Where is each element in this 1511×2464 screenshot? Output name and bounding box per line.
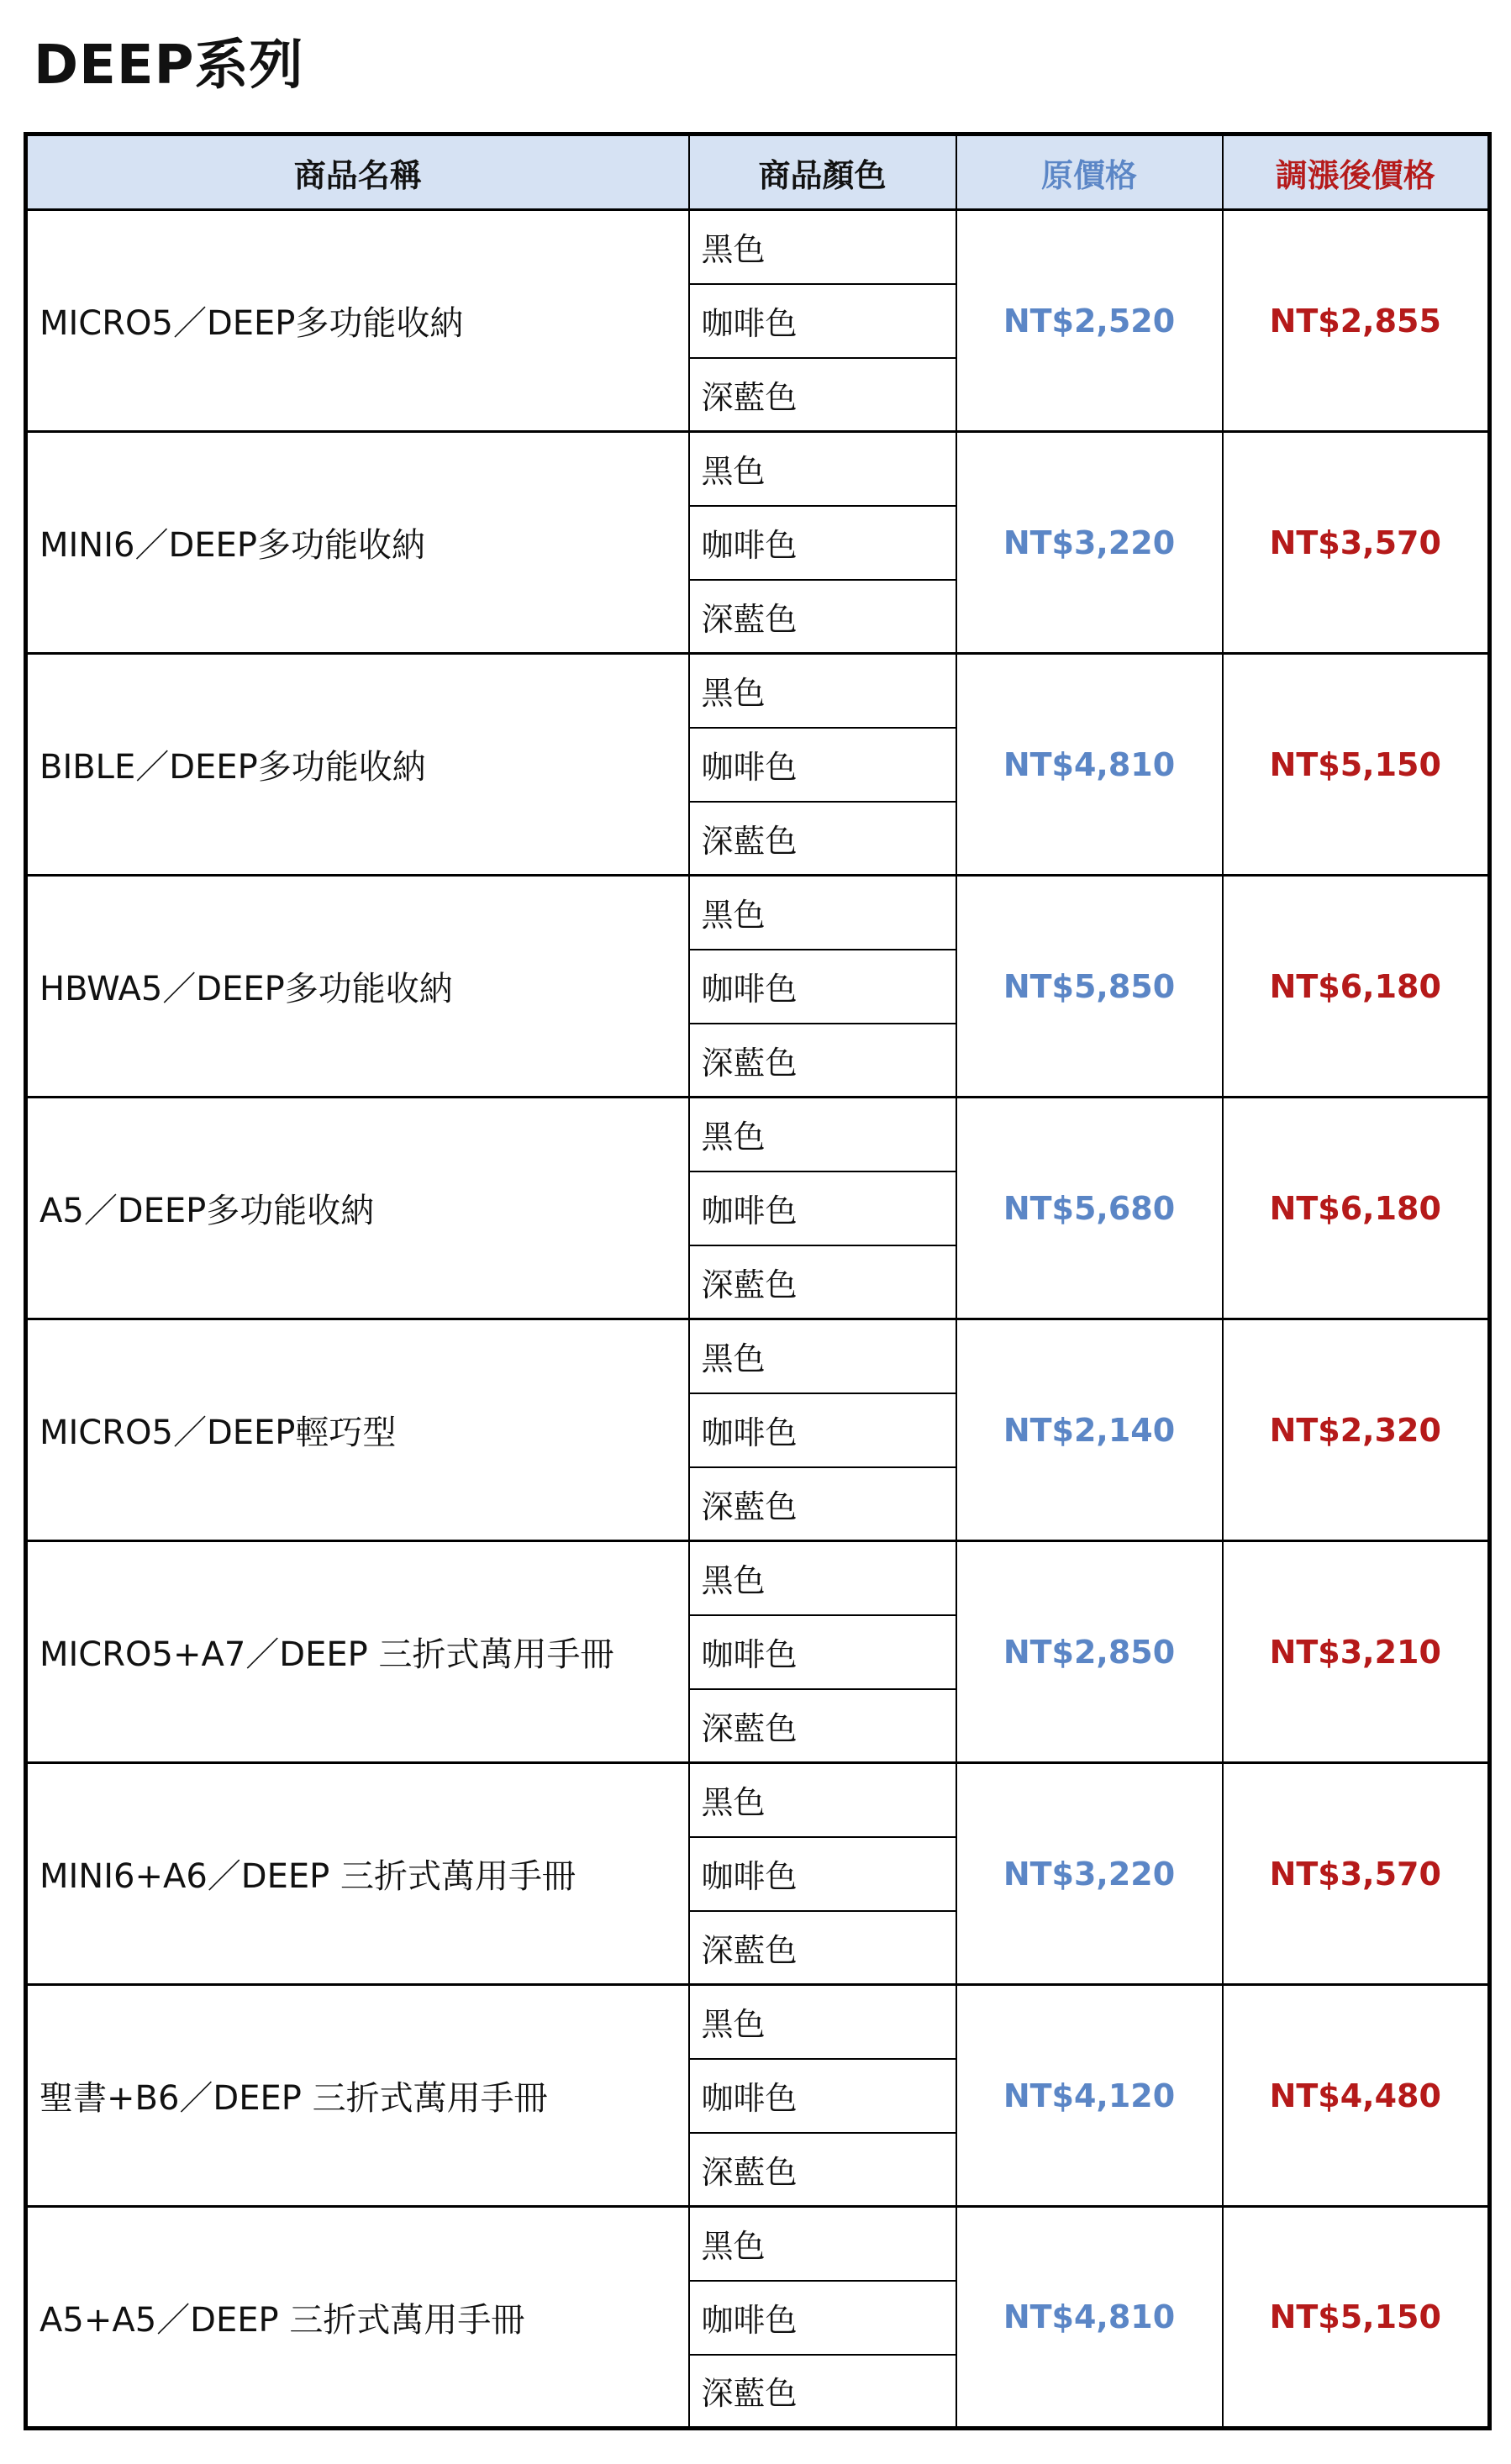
product-color-cell: 黑色 bbox=[689, 1541, 956, 1615]
original-price-cell: NT$4,810 bbox=[956, 654, 1223, 876]
table-row bbox=[26, 1763, 1490, 1837]
new-price-cell: NT$2,855 bbox=[1223, 210, 1490, 432]
product-color-cell: 深藍色 bbox=[689, 802, 956, 876]
new-price-cell: NT$5,150 bbox=[1223, 2207, 1490, 2429]
product-color-cell: 深藍色 bbox=[689, 1245, 956, 1319]
product-color-cell: 深藍色 bbox=[689, 1024, 956, 1098]
original-price-cell: NT$4,120 bbox=[956, 1985, 1223, 2207]
product-color-cell: 咖啡色 bbox=[689, 2059, 956, 2133]
product-name-cell: HBWA5／DEEP多功能收納 bbox=[26, 876, 689, 1098]
table-row bbox=[26, 1098, 1490, 1171]
original-price-cell: NT$3,220 bbox=[956, 432, 1223, 654]
header-product-name: 商品名稱 bbox=[26, 134, 689, 210]
table-row bbox=[26, 876, 1490, 950]
product-color-cell: 咖啡色 bbox=[689, 1393, 956, 1467]
product-color-cell: 咖啡色 bbox=[689, 1171, 956, 1245]
product-color-cell: 黑色 bbox=[689, 1098, 956, 1171]
new-price-cell: NT$6,180 bbox=[1223, 1098, 1490, 1319]
new-price-cell: NT$3,210 bbox=[1223, 1541, 1490, 1763]
product-color-cell: 深藍色 bbox=[689, 1911, 956, 1985]
product-name-cell: A5／DEEP多功能收納 bbox=[26, 1098, 689, 1319]
original-price-cell: NT$5,680 bbox=[956, 1098, 1223, 1319]
new-price-cell: NT$3,570 bbox=[1223, 1763, 1490, 1985]
table-row bbox=[26, 1541, 1490, 1615]
product-name-cell: A5+A5／DEEP 三折式萬用手冊 bbox=[26, 2207, 689, 2429]
product-color-cell: 深藍色 bbox=[689, 2355, 956, 2429]
original-price-cell: NT$2,850 bbox=[956, 1541, 1223, 1763]
product-color-cell: 咖啡色 bbox=[689, 728, 956, 802]
header-new-price: 調漲後價格 bbox=[1223, 134, 1490, 210]
product-color-cell: 黑色 bbox=[689, 432, 956, 506]
table-row bbox=[26, 1985, 1490, 2059]
product-name-cell: 聖書+B6／DEEP 三折式萬用手冊 bbox=[26, 1985, 689, 2207]
table-row bbox=[26, 1319, 1490, 1393]
header-product-color: 商品顏色 bbox=[689, 134, 956, 210]
product-color-cell: 咖啡色 bbox=[689, 1615, 956, 1689]
table-row bbox=[26, 654, 1490, 728]
product-name-cell: MICRO5／DEEP輕巧型 bbox=[26, 1319, 689, 1541]
new-price-cell: NT$2,320 bbox=[1223, 1319, 1490, 1541]
product-color-cell: 深藍色 bbox=[689, 1689, 956, 1763]
product-color-cell: 深藍色 bbox=[689, 1467, 956, 1541]
product-color-cell: 黑色 bbox=[689, 1763, 956, 1837]
product-color-cell: 黑色 bbox=[689, 210, 956, 284]
table-row bbox=[26, 210, 1490, 284]
new-price-cell: NT$4,480 bbox=[1223, 1985, 1490, 2207]
product-color-cell: 深藍色 bbox=[689, 580, 956, 654]
product-name-cell: MICRO5／DEEP多功能收納 bbox=[26, 210, 689, 432]
product-color-cell: 黑色 bbox=[689, 876, 956, 950]
product-name-cell: MINI6／DEEP多功能收納 bbox=[26, 432, 689, 654]
table-row bbox=[26, 432, 1490, 506]
new-price-cell: NT$6,180 bbox=[1223, 876, 1490, 1098]
product-name-cell: MINI6+A6／DEEP 三折式萬用手冊 bbox=[26, 1763, 689, 1985]
product-name-cell: BIBLE／DEEP多功能收納 bbox=[26, 654, 689, 876]
original-price-cell: NT$2,520 bbox=[956, 210, 1223, 432]
table-body bbox=[26, 210, 1490, 2429]
original-price-cell: NT$5,850 bbox=[956, 876, 1223, 1098]
header-original-price: 原價格 bbox=[956, 134, 1223, 210]
product-color-cell: 咖啡色 bbox=[689, 2281, 956, 2355]
product-color-cell: 黑色 bbox=[689, 2207, 956, 2281]
product-color-cell: 深藍色 bbox=[689, 2133, 956, 2207]
product-color-cell: 深藍色 bbox=[689, 358, 956, 432]
product-color-cell: 咖啡色 bbox=[689, 1837, 956, 1911]
original-price-cell: NT$3,220 bbox=[956, 1763, 1223, 1985]
product-color-cell: 黑色 bbox=[689, 1985, 956, 2059]
product-color-cell: 黑色 bbox=[689, 654, 956, 728]
price-table bbox=[24, 132, 1492, 2430]
product-color-cell: 咖啡色 bbox=[689, 506, 956, 580]
new-price-cell: NT$5,150 bbox=[1223, 654, 1490, 876]
product-color-cell: 黑色 bbox=[689, 1319, 956, 1393]
table-row bbox=[26, 2207, 1490, 2281]
original-price-cell: NT$4,810 bbox=[956, 2207, 1223, 2429]
product-name-cell: MICRO5+A7／DEEP 三折式萬用手冊 bbox=[26, 1541, 689, 1763]
product-color-cell: 咖啡色 bbox=[689, 950, 956, 1024]
page-title: DEEP系列 bbox=[34, 34, 304, 97]
new-price-cell: NT$3,570 bbox=[1223, 432, 1490, 654]
original-price-cell: NT$2,140 bbox=[956, 1319, 1223, 1541]
table-header-row bbox=[26, 134, 1490, 210]
product-color-cell: 咖啡色 bbox=[689, 284, 956, 358]
